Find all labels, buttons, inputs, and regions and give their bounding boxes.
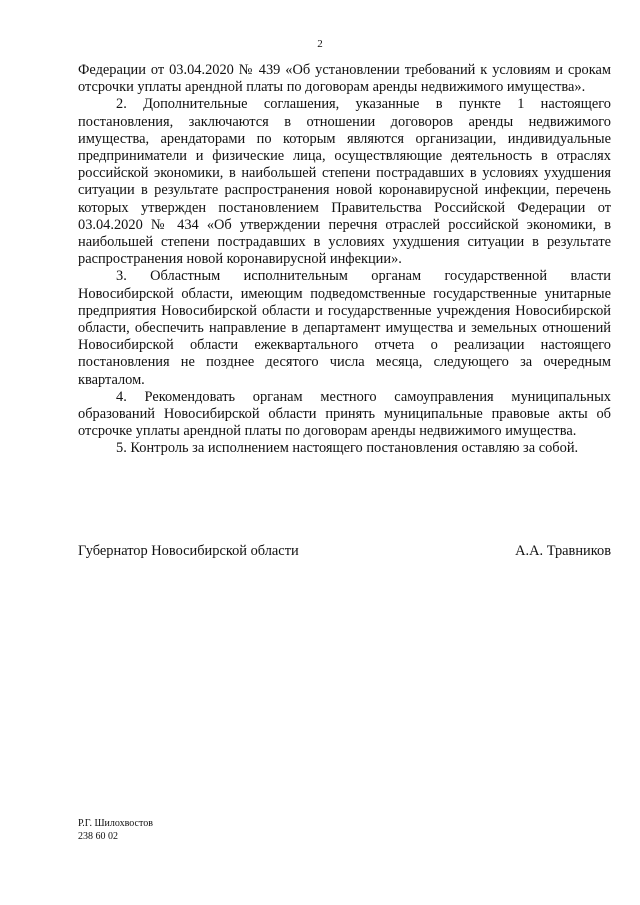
executor-phone: 238 60 02 <box>78 831 118 842</box>
signatory-name: А.А. Травников <box>515 543 611 559</box>
paragraph-item-4: 4. Рекомендовать органам местного самоуправления муниципальных образований Новосибирской области принять муниципальные правовые акты об отсрочке уплаты арендной платы по договорам аренды недвижимого имущества. <box>78 388 611 440</box>
paragraph-continuation: Федерации от 03.04.2020 № 439 «Об установлении требований к условиям и срокам отсрочки уплаты арендной платы по договорам аренды недвижимого имущества». <box>78 62 611 96</box>
document-body <box>78 62 611 458</box>
executor-block <box>78 817 153 843</box>
paragraph-item-3: 3. Областным исполнительным органам государственной власти Новосибирской области, имеющим подведомственные государственные унитарные предприятия Новосибирской области и государственные учреждения Новосибирской области, обеспечить направление в департамент имущества и земельных отношений Новосибирской области ежеквартального отчета о реализации настоящего постановления не позднее десятого числа месяца, следующего за очередным кварталом. <box>78 268 611 388</box>
executor-name: Р.Г. Шилохвостов <box>78 818 153 829</box>
paragraph-item-2: 2. Дополнительные соглашения, указанные в пункте 1 настоящего постановления, заключаются в отношении договоров аренды недвижимого имущества, арендаторами по которым являются организации, индивидуальные предприниматели и физические лица, осуществляющие деятельность в отраслях российской экономики, в наибольшей степени пострадавших в условиях ухудшения ситуации в результате распространения новой коронавирусной инфекции, перечень которых утвержден постановлением Правительства Российской Федерации от 03.04.2020 № 434 «Об утверждении перечня отраслей российской экономики, в наибольшей степени пострадавших в условиях ухудшения ситуации в результате распространения новой коронавирусной инфекции». <box>78 96 611 268</box>
signatory-title: Губернатор Новосибирской области <box>78 543 299 559</box>
page-number: 2 <box>317 38 323 50</box>
paragraph-item-5: 5. Контроль за исполнением настоящего постановления оставляю за собой. <box>116 440 579 457</box>
